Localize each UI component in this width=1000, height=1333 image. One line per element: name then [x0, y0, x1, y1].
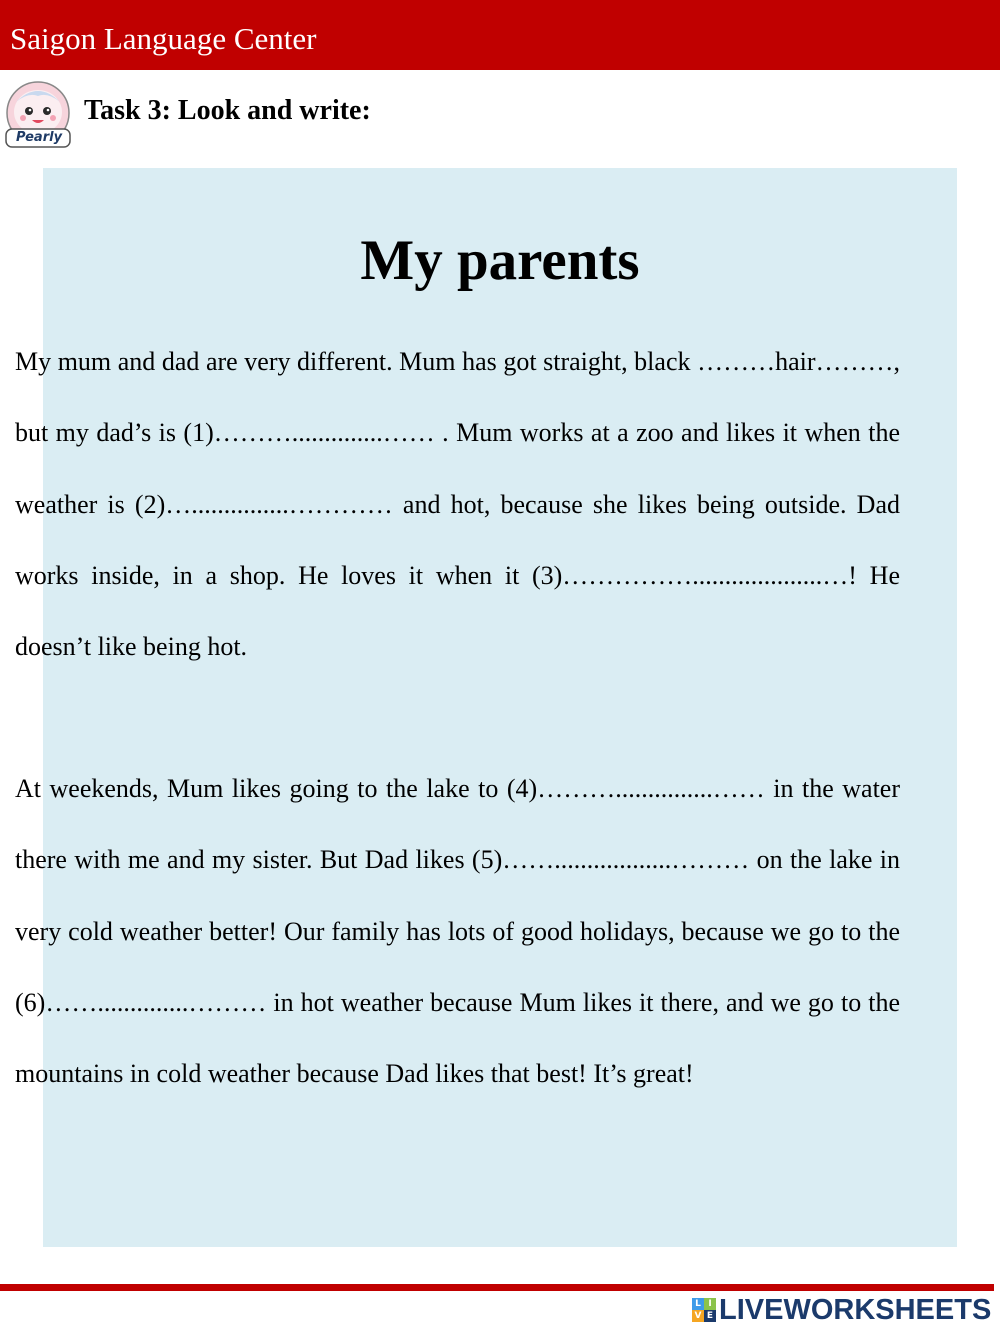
mascot-label: Pearly	[15, 130, 63, 145]
footer-divider	[0, 1284, 994, 1291]
brand-mark-letter: I	[704, 1298, 716, 1310]
reading-paragraph-1: My mum and dad are very different. Mum has got straight, black ………hair………, but my dad’s is (1)………..............…… . Mum works at a zoo and likes it when the weather is (2)…...............………… and hot, because she likes being outside. Dad works inside, in a shop. He loves it when it (3)……………....................…! He doesn’t like being hot.	[15, 347, 900, 662]
liveworksheets-logo	[692, 1292, 991, 1328]
reading-paragraph-2: At weekends, Mum likes going to the lake to (4)………...............…… in the water there with me and my sister. But Dad likes (5)……..................……… on the lake in very cold weather better! Our family has lots of good holidays, because we go to the (6)……..............……… in hot weather because Mum likes it there, and we go to the mountains in cold weather because Dad likes that best! It’s great!	[15, 774, 900, 1089]
header-bar	[0, 0, 1000, 70]
center-name: Saigon Language Center	[10, 21, 317, 56]
task-title: Task 3: Look and write:	[84, 95, 371, 126]
brand-mark-letter: E	[704, 1310, 716, 1322]
pearly-mascot-icon	[2, 80, 76, 150]
liveworksheets-mark-icon	[692, 1298, 716, 1322]
reading-heading: My parents	[360, 229, 640, 292]
brand-wordmark: LIVEWORKSHEETS	[719, 1293, 992, 1326]
brand-mark-letter: L	[692, 1298, 704, 1310]
brand-mark-letter: V	[692, 1310, 704, 1322]
